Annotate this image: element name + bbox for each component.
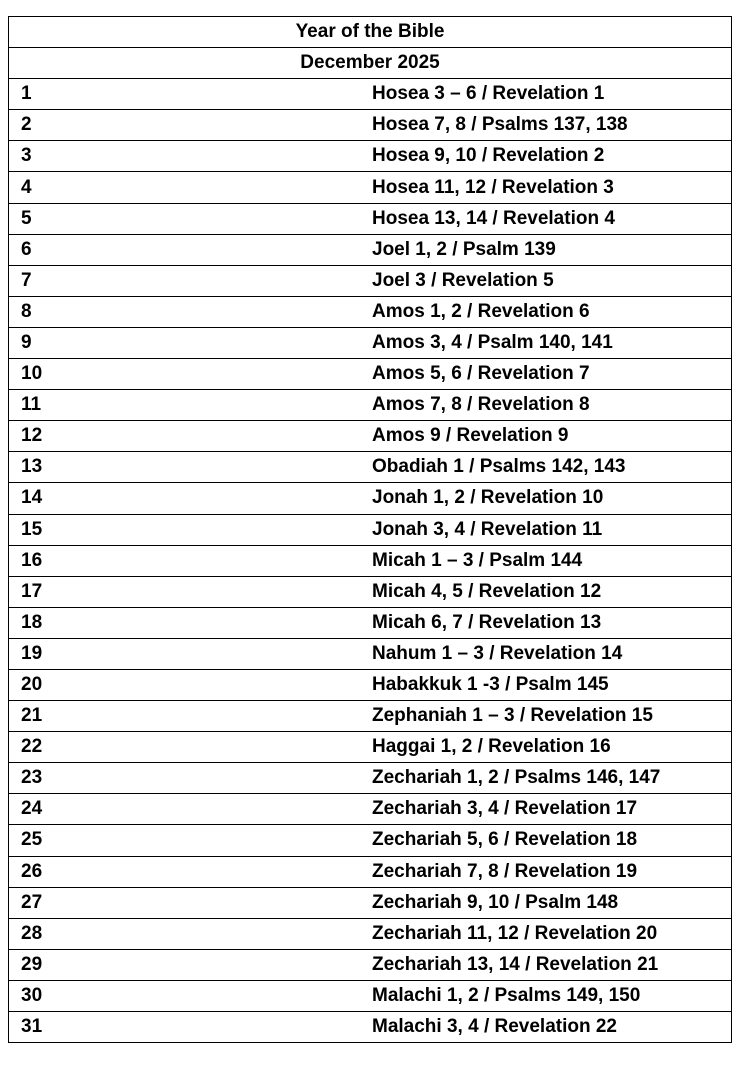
table-row xyxy=(9,949,732,980)
day-number: 30 xyxy=(9,980,371,1011)
reading-text: Obadiah 1 / Psalms 142, 143 xyxy=(370,452,732,483)
table-row xyxy=(9,172,732,203)
table-row xyxy=(9,452,732,483)
table-row xyxy=(9,514,732,545)
reading-text: Jonah 3, 4 / Revelation 11 xyxy=(370,514,732,545)
table-row xyxy=(9,390,732,421)
table-row xyxy=(9,327,732,358)
day-number: 13 xyxy=(9,452,371,483)
day-number: 2 xyxy=(9,110,371,141)
table-row xyxy=(9,234,732,265)
day-number: 24 xyxy=(9,794,371,825)
day-number: 26 xyxy=(9,856,371,887)
day-number: 10 xyxy=(9,359,371,390)
day-number: 21 xyxy=(9,701,371,732)
reading-text: Amos 1, 2 / Revelation 6 xyxy=(370,296,732,327)
reading-text: Hosea 13, 14 / Revelation 4 xyxy=(370,203,732,234)
day-number: 27 xyxy=(9,887,371,918)
day-number: 1 xyxy=(9,79,371,110)
day-number: 22 xyxy=(9,732,371,763)
reading-text: Micah 1 – 3 / Psalm 144 xyxy=(370,545,732,576)
reading-text: Amos 5, 6 / Revelation 7 xyxy=(370,359,732,390)
day-number: 28 xyxy=(9,918,371,949)
table-row xyxy=(9,483,732,514)
table-row xyxy=(9,918,732,949)
table-row xyxy=(9,576,732,607)
reading-text: Haggai 1, 2 / Revelation 16 xyxy=(370,732,732,763)
table-row xyxy=(9,203,732,234)
day-number: 19 xyxy=(9,638,371,669)
day-number: 6 xyxy=(9,234,371,265)
table-row xyxy=(9,141,732,172)
day-number: 18 xyxy=(9,607,371,638)
reading-text: Joel 3 / Revelation 5 xyxy=(370,265,732,296)
reading-text: Hosea 9, 10 / Revelation 2 xyxy=(370,141,732,172)
reading-text: Zechariah 3, 4 / Revelation 17 xyxy=(370,794,732,825)
reading-text: Malachi 3, 4 / Revelation 22 xyxy=(370,1012,732,1043)
reading-plan-sheet xyxy=(8,16,732,1043)
day-number: 23 xyxy=(9,763,371,794)
reading-text: Hosea 11, 12 / Revelation 3 xyxy=(370,172,732,203)
table-row xyxy=(9,794,732,825)
day-number: 14 xyxy=(9,483,371,514)
day-number: 4 xyxy=(9,172,371,203)
table-row xyxy=(9,545,732,576)
reading-text: Zechariah 11, 12 / Revelation 20 xyxy=(370,918,732,949)
day-number: 8 xyxy=(9,296,371,327)
table-row xyxy=(9,980,732,1011)
reading-text: Malachi 1, 2 / Psalms 149, 150 xyxy=(370,980,732,1011)
reading-text: Micah 6, 7 / Revelation 13 xyxy=(370,607,732,638)
table-row xyxy=(9,607,732,638)
reading-text: Amos 9 / Revelation 9 xyxy=(370,421,732,452)
reading-text: Hosea 7, 8 / Psalms 137, 138 xyxy=(370,110,732,141)
table-row xyxy=(9,669,732,700)
table-row xyxy=(9,110,732,141)
reading-plan-table xyxy=(8,16,732,1043)
table-row xyxy=(9,856,732,887)
month-row xyxy=(9,48,732,79)
table-row xyxy=(9,265,732,296)
table-row xyxy=(9,359,732,390)
reading-text: Hosea 3 – 6 / Revelation 1 xyxy=(370,79,732,110)
table-row xyxy=(9,701,732,732)
reading-text: Joel 1, 2 / Psalm 139 xyxy=(370,234,732,265)
table-row xyxy=(9,825,732,856)
table-row xyxy=(9,79,732,110)
day-number: 31 xyxy=(9,1012,371,1043)
table-row xyxy=(9,296,732,327)
plan-month: December 2025 xyxy=(9,48,732,79)
day-number: 11 xyxy=(9,390,371,421)
day-number: 5 xyxy=(9,203,371,234)
reading-text: Zechariah 7, 8 / Revelation 19 xyxy=(370,856,732,887)
reading-text: Zechariah 1, 2 / Psalms 146, 147 xyxy=(370,763,732,794)
day-number: 12 xyxy=(9,421,371,452)
reading-plan-body xyxy=(9,17,732,1043)
reading-text: Micah 4, 5 / Revelation 12 xyxy=(370,576,732,607)
table-row xyxy=(9,421,732,452)
reading-text: Nahum 1 – 3 / Revelation 14 xyxy=(370,638,732,669)
day-number: 25 xyxy=(9,825,371,856)
day-number: 16 xyxy=(9,545,371,576)
reading-text: Amos 7, 8 / Revelation 8 xyxy=(370,390,732,421)
day-number: 7 xyxy=(9,265,371,296)
title-row xyxy=(9,17,732,48)
reading-text: Zechariah 13, 14 / Revelation 21 xyxy=(370,949,732,980)
table-row xyxy=(9,887,732,918)
table-row xyxy=(9,1012,732,1043)
table-row xyxy=(9,732,732,763)
day-number: 9 xyxy=(9,327,371,358)
reading-text: Habakkuk 1 -3 / Psalm 145 xyxy=(370,669,732,700)
day-number: 3 xyxy=(9,141,371,172)
table-row xyxy=(9,638,732,669)
day-number: 17 xyxy=(9,576,371,607)
plan-title: Year of the Bible xyxy=(9,17,732,48)
day-number: 29 xyxy=(9,949,371,980)
day-number: 15 xyxy=(9,514,371,545)
reading-text: Zechariah 5, 6 / Revelation 18 xyxy=(370,825,732,856)
table-row xyxy=(9,763,732,794)
reading-text: Jonah 1, 2 / Revelation 10 xyxy=(370,483,732,514)
reading-text: Zephaniah 1 – 3 / Revelation 15 xyxy=(370,701,732,732)
reading-text: Amos 3, 4 / Psalm 140, 141 xyxy=(370,327,732,358)
reading-text: Zechariah 9, 10 / Psalm 148 xyxy=(370,887,732,918)
day-number: 20 xyxy=(9,669,371,700)
